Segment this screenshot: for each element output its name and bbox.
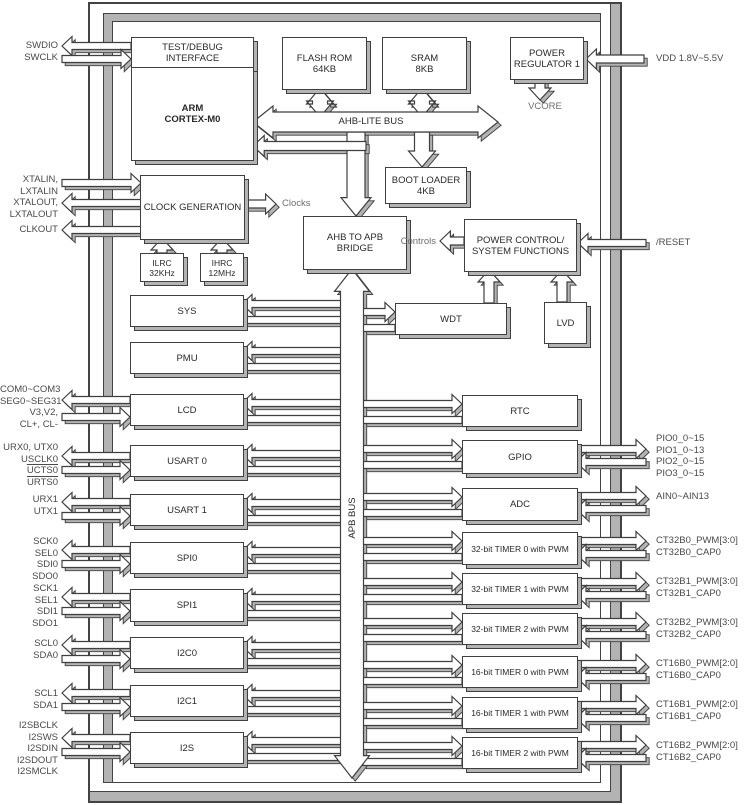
controls-label: Controls — [400, 236, 436, 247]
block-spi0 — [130, 542, 244, 574]
pin-label: CLKOUT — [19, 224, 58, 235]
pin-group-spi1 — [0, 583, 58, 629]
block-label: 32KHz — [149, 267, 175, 278]
block-label: I2S — [179, 742, 195, 754]
block-clock-generation — [140, 175, 245, 240]
pin-label: XTALOUT, — [13, 197, 58, 208]
pin-label: SDO0 — [32, 570, 58, 582]
block-label: RTC — [510, 405, 530, 417]
pin-label: CL+, CL- — [19, 418, 58, 430]
block-test-debug-interface — [131, 37, 254, 69]
block-ihrc — [200, 253, 244, 282]
pin-label: SWDIO — [25, 40, 58, 51]
block-label: 16-bit TIMER 2 with PWM — [471, 748, 569, 758]
pin-label: SCK0 — [33, 536, 58, 547]
pin-label: I2SWS — [28, 731, 58, 743]
block-i2s — [130, 732, 244, 764]
pin-group-i2c0 — [0, 638, 58, 661]
block-label: SPI0 — [176, 552, 198, 564]
block-usart0 — [130, 445, 244, 477]
block-gpio — [462, 440, 578, 474]
block-label: WDT — [440, 313, 462, 325]
block-label: FLASH ROM — [296, 52, 353, 64]
block-usart1 — [130, 494, 244, 526]
pin-label: CT16B2_CAP0 — [656, 751, 721, 763]
pin-group-gpio — [656, 433, 744, 479]
pin-label: URX1 — [32, 494, 58, 505]
pin-label: SEG0~SEG31 — [0, 395, 62, 407]
block-label: ILRC — [152, 257, 172, 268]
pin-label: PIO1_0~13 — [656, 444, 705, 456]
block-label: 12MHz — [208, 267, 236, 278]
pin-label: I2SDIN — [27, 743, 58, 754]
block-label: 4KB — [417, 185, 435, 197]
pin-label: V3,V2, — [29, 407, 58, 418]
pin-label: CT32B2_CAP0 — [656, 628, 721, 640]
block-label: I2C1 — [176, 695, 198, 707]
pin-label: CT16B0_CAP0 — [656, 669, 721, 681]
pin-label: URTS0 — [27, 476, 58, 488]
block-label: 8KB — [415, 63, 434, 75]
block-label: 64KB — [312, 63, 337, 75]
pin-label: SDI1 — [36, 606, 58, 617]
pin-label: SDO1 — [32, 617, 58, 629]
pin-label: CT32B0_PWM[3:0] — [656, 535, 738, 546]
pin-label: LXTALOUT — [9, 208, 58, 220]
pin-label: SDA1 — [33, 699, 58, 711]
block-timer16-2 — [462, 737, 578, 769]
block-label: AHB TO APB — [326, 232, 384, 243]
pin-group-t32b1 — [656, 576, 744, 599]
pin-group-t16b0 — [656, 658, 744, 681]
pin-label: SWCLK — [24, 51, 58, 63]
pin-label: SEL1 — [34, 594, 58, 606]
pin-label: VDD 1.8V~5.5V — [656, 53, 724, 64]
block-label: TEST/DEBUG — [162, 42, 223, 53]
pin-group-t32b0 — [656, 535, 744, 558]
block-label: CLOCK GENERATION — [143, 202, 242, 213]
pin-label: SCL1 — [34, 688, 58, 699]
block-timer32-0 — [462, 532, 578, 565]
vcore-label: VCORE — [528, 101, 562, 112]
apb-bus-label: APB BUS — [347, 497, 358, 539]
pin-label: CT32B1_CAP0 — [656, 587, 721, 599]
pin-label: USCLK0 — [21, 453, 58, 465]
pin-label: I2SDOUT — [16, 754, 58, 766]
pin-label: XTALIN, — [22, 174, 58, 185]
pin-label: PIO2_0~15 — [656, 456, 705, 467]
block-label: LCD — [177, 404, 197, 416]
pin-group-clkout — [0, 224, 58, 236]
block-boot-loader — [385, 167, 467, 204]
pin-label: AIN0~AIN13 — [656, 491, 710, 502]
block-label: 32-bit TIMER 0 with PWM — [471, 543, 569, 554]
block-label: 16-bit TIMER 0 with PWM — [471, 667, 569, 677]
block-adc — [462, 488, 578, 521]
pin-label: LXTALIN — [20, 185, 58, 197]
pin-label: SEL0 — [34, 547, 58, 559]
pin-label: CT16B1_PWM[2:0] — [656, 699, 738, 710]
pin-group-adc — [656, 491, 744, 503]
block-label: GPIO — [508, 451, 532, 463]
pin-label: CT32B1_PWM[3:0] — [656, 576, 738, 587]
block-sys — [130, 295, 244, 327]
block-ilrc — [140, 253, 184, 282]
block-i2c1 — [130, 685, 244, 717]
pin-label: I2SBCLK — [18, 720, 58, 731]
block-flash-rom — [282, 37, 367, 90]
block-label: POWER — [529, 47, 565, 59]
pin-label: URX0, UTX0 — [3, 442, 58, 453]
pin-label: SCK1 — [33, 583, 58, 594]
block-label: LVD — [556, 317, 575, 329]
block-label: SYSTEM FUNCTIONS — [471, 245, 570, 257]
block-label: BOOT LOADER — [391, 174, 461, 186]
block-label: ARM — [181, 103, 204, 114]
block-timer16-1 — [462, 697, 578, 729]
block-label: SRAM — [410, 52, 439, 64]
block-power-control-system-functions — [464, 219, 577, 272]
block-lvd — [544, 302, 587, 344]
pin-label: /RESET — [656, 237, 691, 248]
pin-group-usart0 — [0, 442, 58, 488]
block-label: BRIDGE — [336, 243, 374, 254]
pin-label: CT16B2_PWM[2:0] — [656, 740, 738, 751]
pin-group-xtal — [0, 174, 58, 220]
block-label: 16-bit TIMER 1 with PWM — [471, 708, 569, 718]
ahb-lite-bus-label: AHB-LITE BUS — [338, 116, 404, 127]
block-pmu — [130, 342, 244, 374]
pin-label: UCTS0 — [26, 465, 58, 476]
pin-group-spi0 — [0, 536, 58, 582]
pin-label: UTX1 — [33, 505, 58, 517]
pin-group-t32b2 — [656, 617, 744, 640]
pin-label: SDA0 — [33, 649, 58, 661]
block-label: 32-bit TIMER 2 with PWM — [471, 624, 569, 634]
block-spi1 — [130, 589, 244, 622]
block-label: ADC — [509, 499, 531, 510]
pin-label: CT32B0_CAP0 — [656, 546, 721, 558]
pin-group-lcd — [0, 384, 62, 430]
block-timer16-0 — [462, 656, 578, 688]
block-power-regulator-1 — [510, 37, 584, 80]
block-label: SPI1 — [176, 600, 198, 611]
block-label: REGULATOR 1 — [513, 58, 581, 70]
pin-group-swd — [0, 40, 58, 63]
pin-group-reset — [656, 237, 744, 249]
pin-group-i2c1 — [0, 688, 58, 711]
pin-label: SCL0 — [34, 638, 58, 649]
block-timer32-2 — [462, 613, 578, 645]
block-label: IHRC — [211, 257, 233, 268]
block-label: INTERFACE — [165, 53, 220, 64]
block-sram — [382, 37, 467, 90]
pin-group-t16b1 — [656, 699, 744, 722]
clocks-label: Clocks — [282, 198, 311, 209]
block-label: CORTEX-M0 — [164, 114, 221, 125]
block-label: POWER CONTROL/ — [476, 234, 565, 246]
pin-label: PIO0_0~15 — [656, 433, 705, 444]
pin-label: COM0~COM3 — [0, 384, 61, 395]
pin-label: CT16B1_CAP0 — [656, 710, 721, 722]
block-label: SYS — [177, 305, 197, 317]
block-label: 32-bit TIMER 1 with PWM — [471, 584, 569, 594]
block-timer32-1 — [462, 573, 578, 605]
block-arm-cortex-m0 — [131, 67, 254, 161]
pin-label: SDI0 — [36, 559, 58, 570]
pin-group-t16b2 — [656, 740, 744, 763]
pin-label: CT32B2_PWM[3:0] — [656, 617, 738, 628]
pin-label: PIO3_0~15 — [656, 467, 705, 479]
pin-label: I2SMCLK — [17, 766, 58, 777]
block-rtc — [462, 395, 578, 427]
pin-group-vdd — [656, 53, 744, 65]
block-label: I2C0 — [176, 647, 198, 659]
block-wdt — [395, 303, 507, 335]
block-i2c0 — [130, 637, 244, 669]
block-label: PMU — [176, 352, 198, 364]
pin-label: CT16B0_PWM[2:0] — [656, 658, 738, 669]
pin-group-usart1 — [0, 494, 58, 517]
block-label: USART 1 — [167, 504, 207, 516]
block-lcd — [130, 394, 244, 426]
pin-group-i2s — [0, 720, 58, 778]
block-label: USART 0 — [167, 455, 207, 467]
